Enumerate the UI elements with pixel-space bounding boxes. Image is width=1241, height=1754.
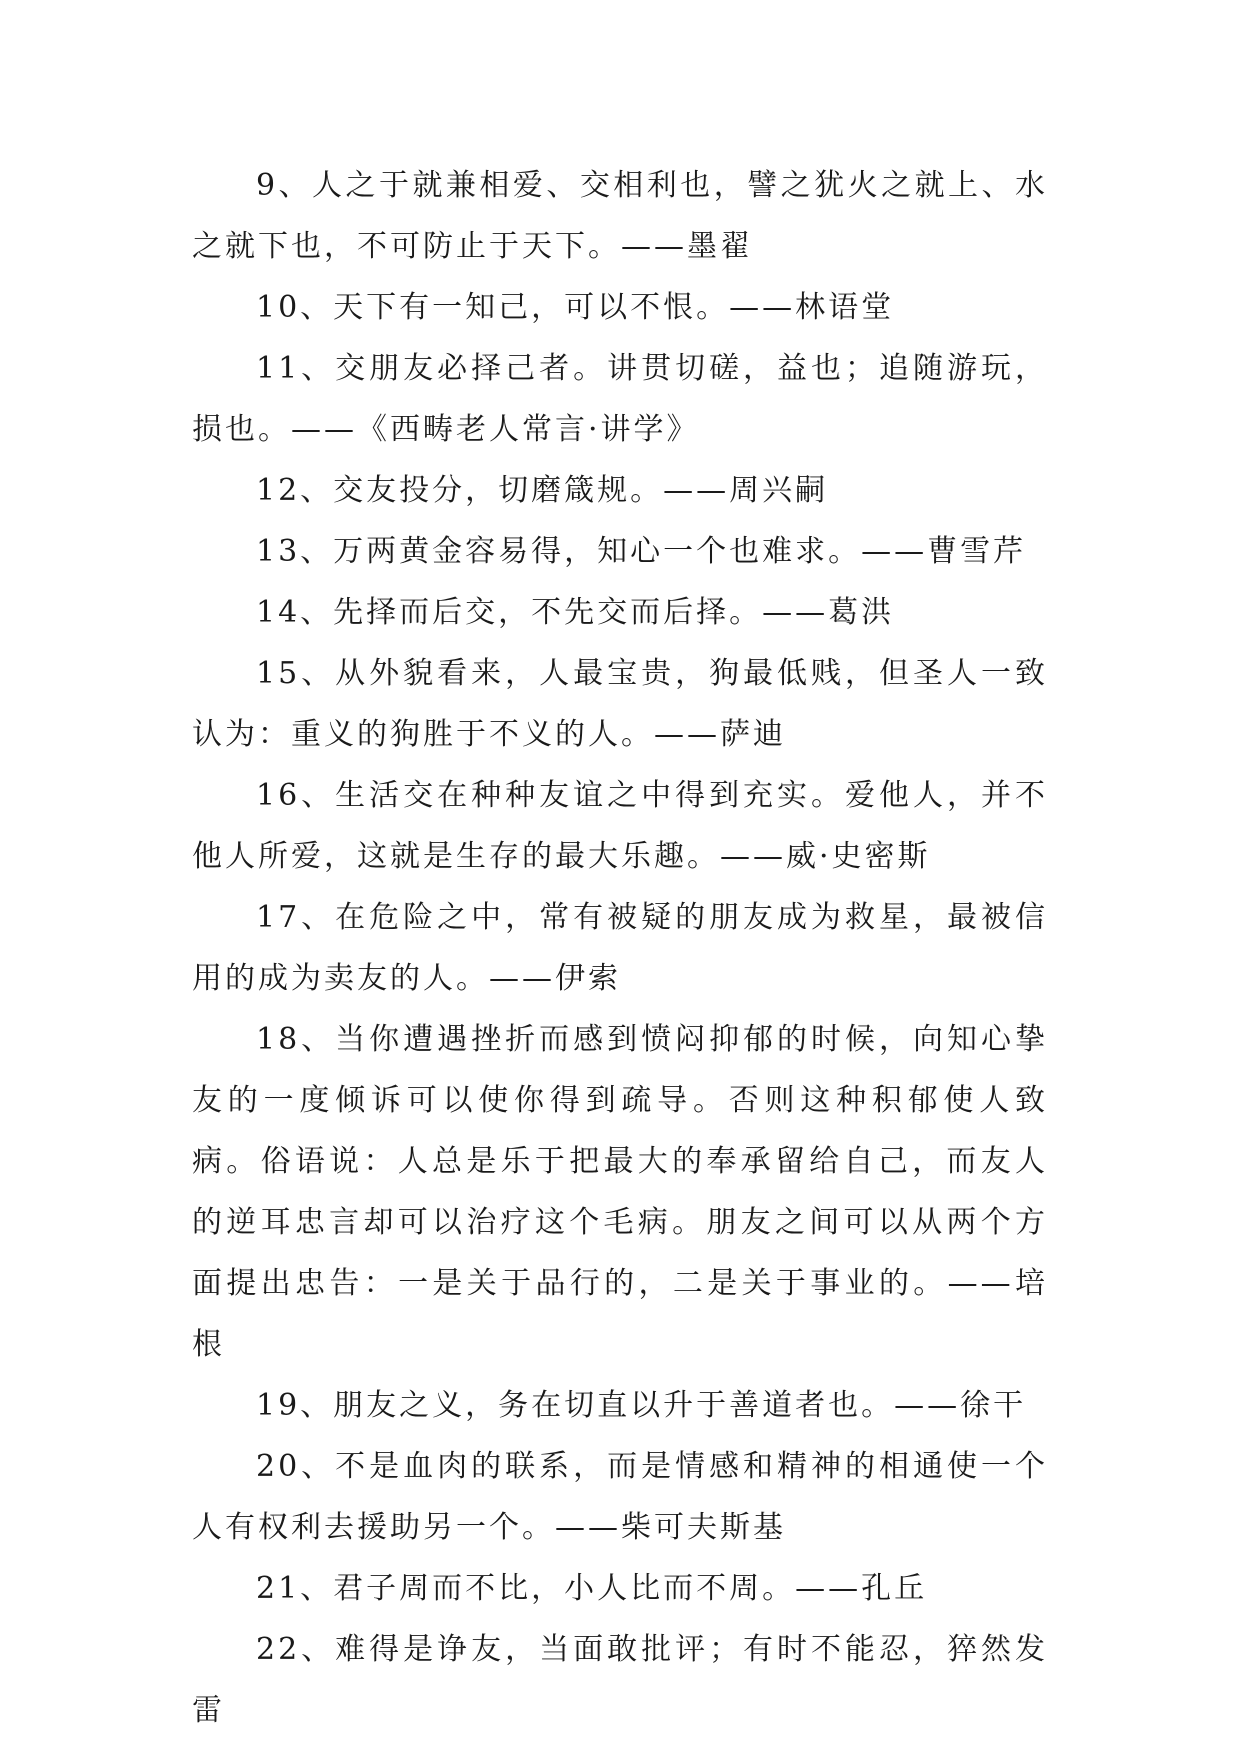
quote-paragraph-19: 19、朋友之义，务在切直以升于善道者也。——徐干 (256, 1388, 1027, 1423)
quote-paragraph-16: 16、生活交在种种友谊之中得到充实。爱他人，并不他人所爱，这就是生存的最大乐趣。——威·史密斯 (192, 778, 1048, 874)
quote-paragraph-18: 18、当你遭遇挫折而感到愤闷抑郁的时候，向知心挚友的一度倾诉可以使你得到疏导。否则这种积郁使人致病。俗语说：人总是乐于把最大的奉承留给自己，而友人的逆耳忠言却可以治疗这个毛病。朋友之间可以从两个方面提出忠告：一是关于品行的，二是关于事业的。——培根 (192, 1022, 1048, 1362)
quote-paragraph-14: 14、先择而后交，不先交而后择。——葛洪 (256, 595, 895, 630)
quote-paragraph-22: 22、难得是诤友，当面敢批评；有时不能忍，猝然发雷 (192, 1632, 1048, 1728)
quote-paragraph-20: 20、不是血肉的联系，而是情感和精神的相通使一个人有权利去援助另一个。——柴可夫斯基 (192, 1449, 1048, 1545)
quote-paragraph-21: 21、君子周而不比，小人比而不周。——孔丘 (256, 1571, 928, 1606)
quote-paragraph-12: 12、交友投分，切磨箴规。——周兴嗣 (256, 473, 829, 508)
quote-paragraph-10: 10、天下有一知己，可以不恨。——林语堂 (256, 290, 895, 325)
quote-paragraph-17: 17、在危险之中，常有被疑的朋友成为救星，最被信用的成为卖友的人。——伊索 (192, 900, 1048, 996)
quote-paragraph-9: 9、人之于就兼相爱、交相利也，譬之犹火之就上、水之就下也，不可防止于天下。——墨翟 (192, 168, 1048, 264)
quote-paragraph-13: 13、万两黄金容易得，知心一个也难求。——曹雪芹 (256, 534, 1027, 569)
quote-paragraph-15: 15、从外貌看来，人最宝贵，狗最低贱，但圣人一致认为：重义的狗胜于不义的人。——萨迪 (192, 656, 1048, 752)
quote-list (192, 155, 1048, 1741)
quote-paragraph-11: 11、交朋友必择己者。讲贯切磋，益也；追随游玩，损也。——《西畴老人常言·讲学》 (192, 351, 1048, 447)
